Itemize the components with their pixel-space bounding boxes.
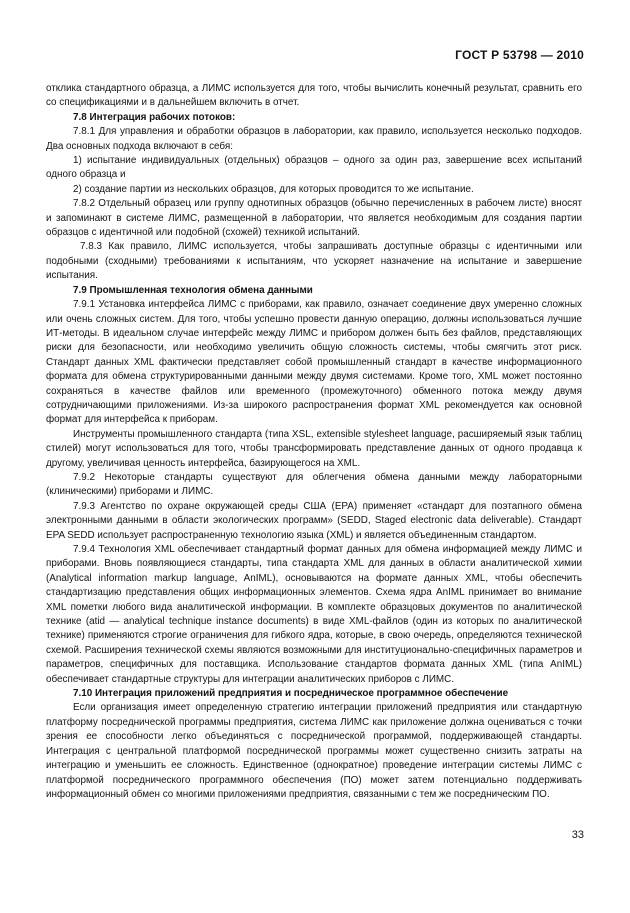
section-heading-7-10: 7.10 Интеграция приложений предприятия и посредническое программное обеспечение xyxy=(73,688,509,700)
section-heading-7-9: 7.9 Промышленная технология обмена данными xyxy=(73,284,313,296)
standard-header: ГОСТ Р 53798 — 2010 xyxy=(455,48,584,62)
paragraph-7-9-2: 7.9.2 Некоторые стандарты существуют для облегчения обмена данными между лабораторными (клиническими) приборами и ЛИМС. xyxy=(46,471,582,498)
paragraph-7-9-3: 7.9.3 Агентство по охране окружающей среды США (EPA) применяет «стандарт для поэтапного обмена электронными данными в области экологических программ» (SEDD, Staged electronic data deliverable). Стандарт EPA SEDD использует распространенную технологию языка (XML) и является объединенным стандартом. xyxy=(46,500,582,541)
paragraph-continuation: отклика стандартного образца, а ЛИМС используется для того, чтобы вычислить конечный результат, сравнить его со спецификациями и в дальнейшем включить в отчет. xyxy=(46,83,582,109)
page-number: 33 xyxy=(571,829,584,841)
document-body xyxy=(46,82,582,802)
paragraph-7-10: Если организация имеет определенную стратегию интеграции приложений предприятия или стандартную платформу посреднической программы предприятия, система ЛИМС как приложение должна оцениваться с точки зрения ее способности легко объединяться с посреднической программой, поддерживающей стандарты. Интеграция с центральной платформой посреднической программы может существенно снизить затраты на интеграцию и уменьшить ее сложность. Единственное (однократное) проведение интеграции системы ЛИМС с платформой посреднического программного обеспечения (ПО) может затем потенциально поддерживать информационный обмен со многими приложениями предприятия, связанными с тем же посредническим ПО. xyxy=(46,702,582,800)
paragraph-7-8-3: 7.8.3 Как правило, ЛИМС используется, чтобы запрашивать доступные образцы с идентичными или подобными (сходными) требованиями к испытаниям, что ускоряет назначение на испытание и завершение испытания. xyxy=(46,241,582,282)
list-item-2: 2) создание партии из нескольких образцов, для которых проводится то же испытание. xyxy=(73,183,474,195)
list-item-1: 1) испытание индивидуальных (отдельных) образцов – одного за один раз, завершение всех испытаний одного образца и xyxy=(46,155,582,181)
paragraph-xsl-tools: Инструменты промышленного стандарта (типа XSL, extensible stylesheet language, расширяемый язык таблиц стилей) могут использоваться для того, чтобы трансформировать представление данных от одного продавца к другому, увеличивая ценность интерфейса, базирующегося на XML. xyxy=(46,428,582,469)
paragraph-7-8-1: 7.8.1 Для управления и обработки образцов в лаборатории, как правило, используется несколько подходов. Два основных подхода включают в себя: xyxy=(46,126,582,152)
paragraph-7-8-2: 7.8.2 Отдельный образец или группу однотипных образцов (обычно перечисленных в рабочем листе) вносят и запоминают в системе ЛИМС, размещенной в лаборатории, что является необходимым для создания партии образцов с идентичной или подобной (схожей) техникой испытаний. xyxy=(46,198,582,239)
paragraph-7-9-1: 7.9.1 Установка интерфейса ЛИМС с приборами, как правило, означает соединение двух умеренно сложных или очень сложных систем. Для того, чтобы успешно провести данную операцию, должны использоваться лучшие ИТ-методы. В идеальном случае интерфейс между ЛИМС и прибором должен быть без файлов, представляющих риски для безопасности, или необходимо увеличить общую сложность системы, чтобы смягчить этот риск. Стандарт данных XML фактически представляет собой промышленный стандарт в качестве информационного формата для обмена структурированными данными между двумя системами. Кроме того, XML может постоянно сохраняться в качестве файлов или временного (промежуточного) обменного потока между двумя сотрудничающими приложениями. Из-за широкого распространения формат XML рекомендуется как основной формат для интерфейса к приборам. xyxy=(46,299,582,426)
paragraph-7-9-4: 7.9.4 Технология XML обеспечивает стандартный формат данных для обмена информацией между ЛИМС и приборами. Вновь появляющиеся стандарты, типа стандарта XML для данных в области аналитической химии (Analytical information markup language, AnIML), основываются на формате данных XML, чтобы обеспечить стандартизацию представления общих информационных элементов. Схема ядра AnIML принимает во внимание XML пометки любого вида аналитической информации. В комплекте образцовых документов по аналитической технике (atid — analytical technique instance documents) в виде XML-файлов (один из которых по аналитической технике) применяются строгие ограничения для гибкого ядра, которые, в свою очередь, определяются технической схемой. Расширения технической схемы являются возможными для институционально-специфичных параметров и параметров, специфичных для поставщика. Использование стандартов формата данных XML (типа AnIML) обеспечивает стандартные структуры для интеграции аналитических приборов с ЛИМС. xyxy=(46,544,582,685)
section-heading-7-8: 7.8 Интеграция рабочих потоков: xyxy=(73,111,236,123)
